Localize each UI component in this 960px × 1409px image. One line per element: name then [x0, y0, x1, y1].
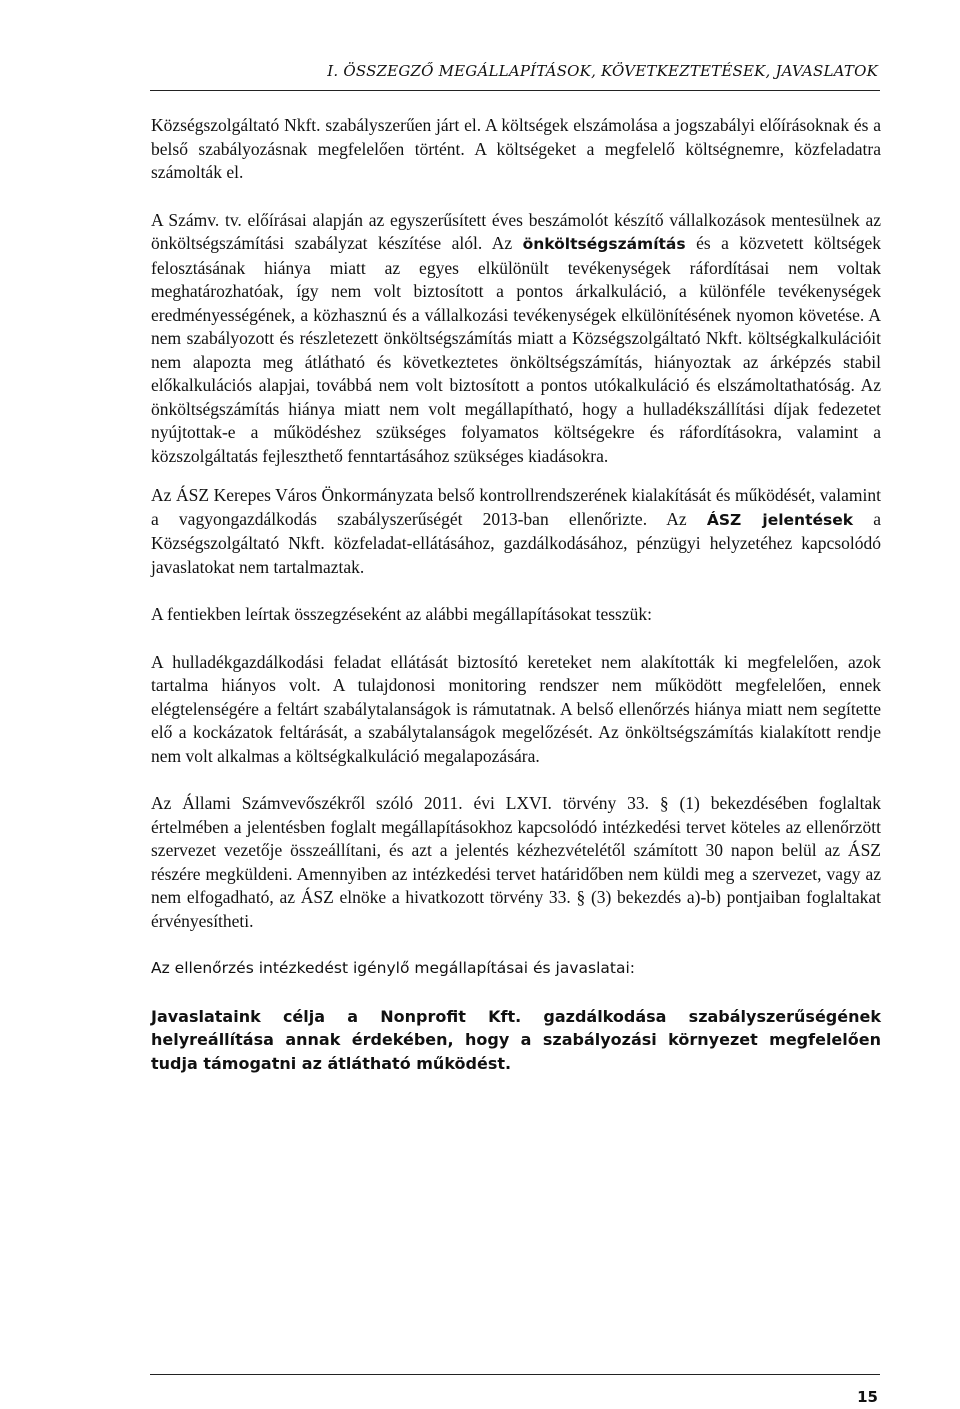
page-number: 15 [857, 1388, 878, 1406]
body-text [151, 114, 881, 1099]
paragraph-4: A fentiekben leírtak összegzéseként az alábbi megállapításokat tesszük: [151, 604, 652, 624]
paragraph-2 [151, 209, 881, 469]
paragraph-3-part-a: Az ÁSZ Kerepes Város Önkormányzata belső kontrollrendszerének kialakítását és működését, valamint a vagyongazdálkodás szabályszerűségét 2013-ban ellenőrizte. Az [151, 485, 881, 529]
paragraph-2-part-b: és a közvetett költségek felosztásának hiánya miatt az egyes elkülönült tevékenységek ráfordításai nem voltak meghatározhatóak, így nem volt biztosított a pontos árkalkuláció, a különféle tevékenységek eredményességének, a közhasznú és a vállalkozási tevékenységek elkülönítésének nyomon követése. A nem szabályozott és részletezett önköltségszámítás miatt a Községszolgáltató Nkft. költségkalkulációit nem alapozta meg átlátható és következtetes önköltségszámítás, hiányoztak az árképzés stabil előkalkulációs alapjai, továbbá nem volt biztosított a pontos utókalkuláció és elszámoltathatóság. Az önköltségszámítás hiánya miatt nem volt megállapítható, hogy a hulladékszállítási díjak fedezetet nyújtottak-e a működéshez szükséges folyamatos költségekre és ráfordításokra, valamint a közszolgáltatás fejleszthető fenntartásához szükséges kiadásokra. [151, 233, 881, 466]
paragraph-3-part-b: a Községszolgáltató Nkft. közfeladat-ellátásához, gazdálkodásához, pénzügyi helyzetéhez kapcsolódó javaslatokat nem tartalmaztak. [151, 508, 881, 577]
paragraph-2-bold: önköltségszámítás [522, 235, 686, 253]
paragraph-2-part-a: A Számv. tv. előírásai alapján az egyszerűsített éves beszámolót készítő vállalkozások mentesülnek az önköltségszámítási szabályzat készítése alól. Az [151, 209, 881, 253]
paragraph-1: Községszolgáltató Nkft. szabályszerűen járt el. A költségek elszámolása a jogszabályi előírásoknak és a belső szabályozásnak megfelelően történt. A költségeket a megfelelő költségnemre, közfeladatra számolták el. [151, 115, 881, 182]
recommendation-statement: Javaslataink célja a Nonprofit Kft. gazdálkodása szabályszerűségének helyreállítása annak érdekében, hogy a szabályozási környezet megfelelően tudja támogatni az átlátható működést. [151, 1006, 881, 1073]
header-rule [150, 90, 880, 91]
paragraph-3 [151, 484, 881, 579]
running-header: I. ÖSSZEGZŐ MEGÁLLAPÍTÁSOK, KÖVETKEZTETÉSEK, JAVASLATOK [327, 62, 878, 80]
footer-rule [150, 1374, 880, 1375]
paragraph-7: Az ellenőrzés intézkedést igénylő megállapításai és javaslatai: [151, 959, 636, 977]
paragraph-6: Az Állami Számvevőszékről szóló 2011. évi LXVI. törvény 33. § (1) bekezdésében foglaltak értelmében a jelentésben foglalt megállapításokhoz kapcsolódó intézkedési tervet köteles az ellenőrzött szervezet vezetője összeállítani, és azt a jelentés kézhezvételétől számított 30 napon belül az ÁSZ részére megküldeni. Amennyiben az intézkedési tervet határidőben nem küldi meg a szervezet, vagy az nem elfogadható, az ÁSZ elnöke a hivatkozott törvény 33. § (3) bekezdés a)-b) pontjaiban foglaltakat érvényesítheti. [151, 793, 881, 931]
paragraph-3-bold: ÁSZ jelentések [706, 510, 854, 529]
paragraph-5: A hulladékgazdálkodási feladat ellátását biztosító kereteket nem alakították ki megfelelően, azok tartalma hiányos volt. A tulajdonosi monitoring rendszer nem működött megfelelően, ennek elégtelenségére a feltárt szabálytalanságok is rámutatnak. A belső ellenőrzés hiánya miatt nem segítette elő a kockázatok feltárását, a szabálytalanságok megelőzését. Az önköltségszámítás kialakított rendje nem volt alkalmas a költségkalkuláció megalapozására. [151, 651, 881, 766]
